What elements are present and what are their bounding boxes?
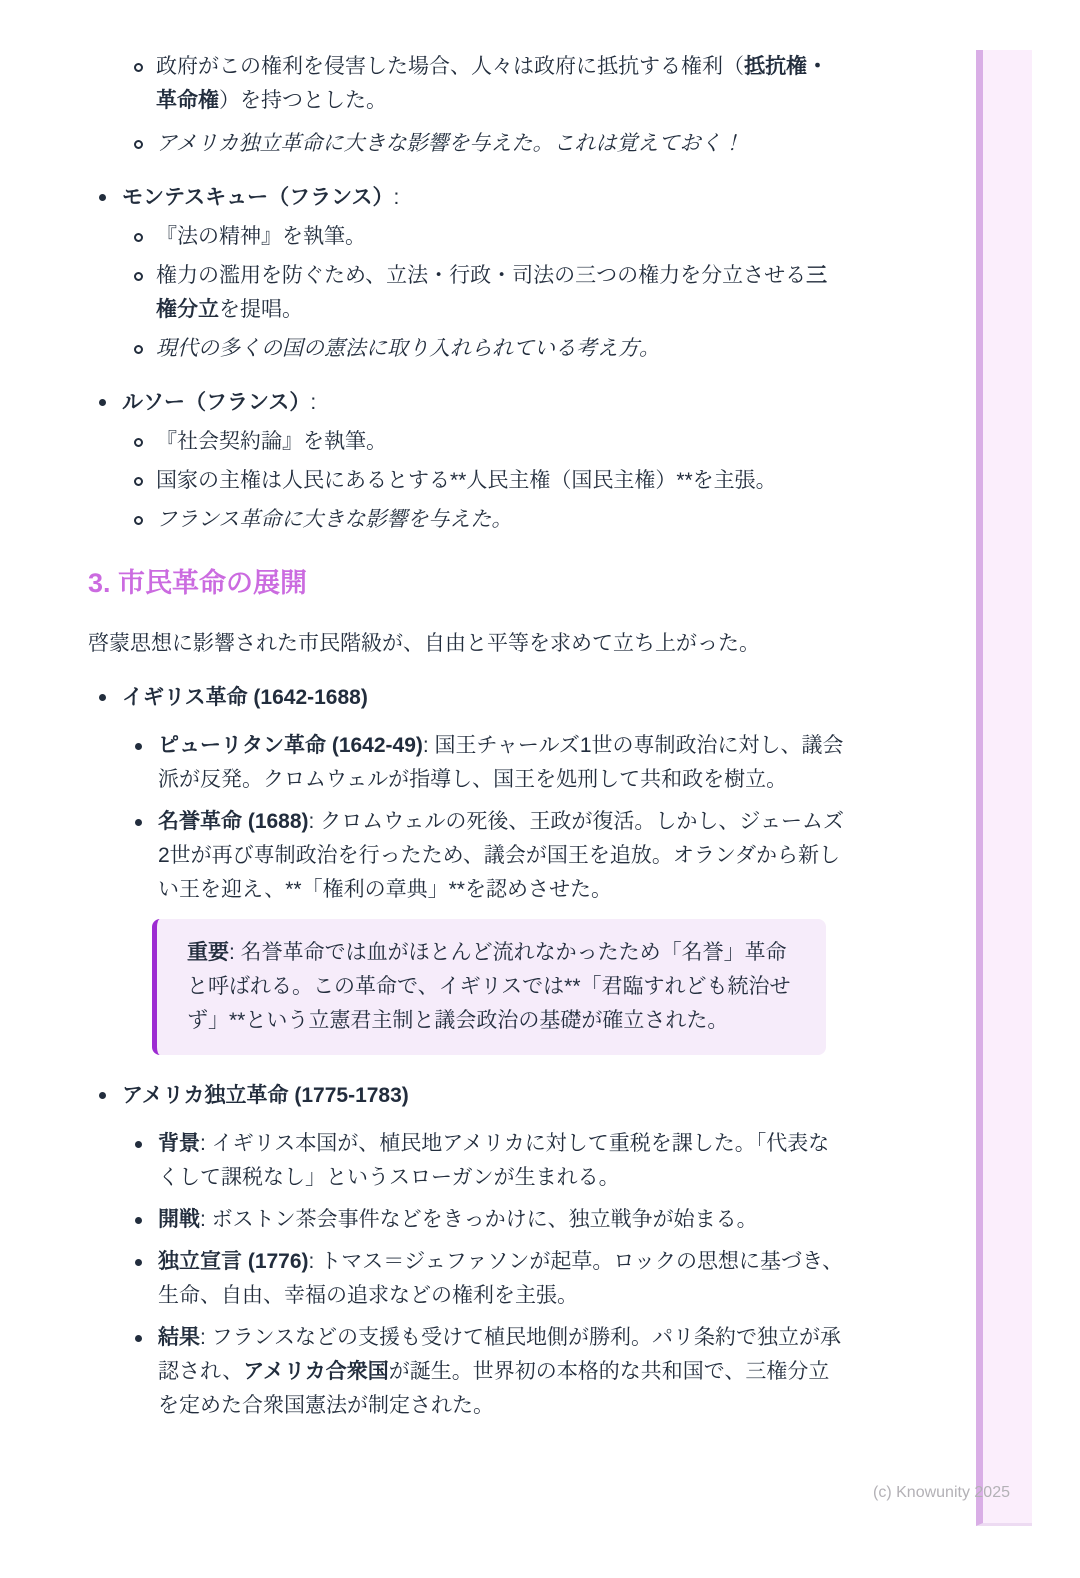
callout-text: : 名誉革命では血がほとんど流れなかったため「名誉」革命と呼ばれる。この革命で、イギリスでは**「君臨すれども統治せず」**という立憲君主制と議会政治の基礎が確立された。 [187, 941, 791, 1032]
dot-bullet-icon [99, 194, 106, 201]
montesquieu-name: モンテスキュー（フランス） [122, 186, 394, 209]
outbreak-bold: 開戦 [158, 1208, 200, 1231]
rousseau-sovereignty: 国家の主権は人民にあるとする**人民主権（国民主権）**を主張。 [156, 469, 777, 492]
circle-bullet-icon [134, 63, 143, 72]
circle-bullet-icon [134, 516, 143, 525]
list-item [122, 259, 845, 327]
dot-bullet-icon [135, 1141, 142, 1148]
list-item-montesquieu [88, 181, 845, 366]
dot-bullet-icon [99, 694, 106, 701]
list-item [122, 464, 845, 498]
dot-bullet-icon [135, 819, 142, 826]
dot-bullet-icon [99, 399, 106, 406]
background-bold: 背景 [158, 1132, 200, 1155]
list-item [122, 503, 845, 537]
circle-bullet-icon [134, 345, 143, 354]
result-pre: : フランスなどの支援も受けて植民地側が勝利。パリ条約で独立が承認され、 [158, 1326, 842, 1383]
england-sublist [122, 729, 845, 907]
list-item [122, 1245, 845, 1313]
section-heading: 3. 市民革命の展開 [88, 568, 308, 598]
rousseau-colon: : [310, 391, 317, 414]
circle-bullet-icon [134, 438, 143, 447]
thinkers-list [88, 181, 845, 537]
declaration-text: : トマス＝ジェファソンが起草。ロックの思想に基づき、生命、自由、幸福の追求などの権利を主張。 [158, 1250, 844, 1307]
separation-post: を提唱。 [219, 298, 303, 321]
list-item [122, 1321, 845, 1423]
list-item [122, 1127, 845, 1195]
puritan-bold: ピューリタン革命 (1642-49) [158, 734, 423, 757]
dot-bullet-icon [135, 1217, 142, 1224]
list-item [122, 425, 845, 459]
glorious-bold: 名誉革命 (1688) [158, 810, 309, 833]
circle-bullet-icon [134, 233, 143, 242]
resist-right-text-post: ）を持つとした。 [219, 89, 387, 112]
circle-bullet-icon [134, 140, 143, 149]
list-item [122, 1203, 845, 1237]
list-item [122, 729, 845, 797]
circle-bullet-icon [134, 477, 143, 486]
result-bold: 結果 [158, 1326, 200, 1349]
rousseau-name: ルソー（フランス） [122, 391, 311, 414]
america-title: アメリカ独立革命 (1775-1783) [122, 1084, 409, 1107]
puritan-text: : 国王チャールズ1世の専制政治に対し、議会派が反発。クロムウェルが指導し、国王を処刑して共和政を樹立。 [158, 734, 844, 791]
glorious-text: : クロムウェルの死後、王政が復活。しかし、ジェームズ2世が再び専制政治を行ったため、議会が国王を追放。オランダから新しい王を迎え、**「権利の章典」**を認めさせた。 [158, 810, 844, 901]
dot-bullet-icon [135, 743, 142, 750]
separation-bold: 三権分立 [156, 264, 828, 321]
locke-influence-note: アメリカ独立革命に大きな影響を与えた。これは覚えておく！ [156, 132, 743, 155]
declaration-bold: 独立宣言 (1776) [158, 1250, 309, 1273]
list-item-england [88, 681, 845, 1055]
callout-label: 重要 [187, 941, 229, 964]
list-item-rousseau [88, 386, 845, 537]
list-item [88, 127, 845, 161]
resist-right-bold: 抵抗権・革命権 [156, 55, 828, 112]
rousseau-work: 『社会契約論』を執筆。 [156, 430, 387, 453]
separation-pre: 権力の濫用を防ぐため、立法・行政・司法の三つの権力を分立させる [156, 264, 807, 287]
list-item [122, 332, 845, 366]
america-sublist [122, 1127, 845, 1423]
result-bold2: アメリカ合衆国 [243, 1360, 389, 1383]
montesquieu-colon: : [393, 186, 400, 209]
section-lead: 啓蒙思想に影響された市民階級が、自由と平等を求めて立ち上がった。 [88, 632, 760, 655]
copyright-watermark: (c) Knowunity 2025 [873, 1484, 1010, 1501]
list-item-america [88, 1079, 845, 1423]
result-post: が誕生。世界初の本格的な共和国で、三権分立を定めた合衆国憲法が制定された。 [158, 1360, 830, 1417]
locke-sublist [88, 50, 845, 161]
rousseau-sublist [122, 425, 845, 537]
circle-bullet-icon [134, 272, 143, 281]
page-edge-decoration [976, 50, 1032, 1526]
rousseau-note: フランス革命に大きな影響を与えた。 [156, 508, 513, 531]
england-title: イギリス革命 (1642-1688) [122, 686, 368, 709]
dot-bullet-icon [99, 1092, 106, 1099]
montesquieu-work: 『法の精神』を執筆。 [156, 225, 366, 248]
resist-right-text-pre: 政府がこの権利を侵害した場合、人々は政府に抵抗する権利（ [156, 55, 744, 78]
background-text: : イギリス本国が、植民地アメリカに対して重税を課した。「代表なくして課税なし」というスローガンが生まれる。 [158, 1132, 830, 1189]
dot-bullet-icon [135, 1259, 142, 1266]
montesquieu-sublist [122, 220, 845, 366]
outbreak-text: : ボストン茶会事件などをきっかけに、独立戦争が始まる。 [200, 1208, 758, 1231]
document-page [0, 50, 1080, 1578]
montesquieu-note: 現代の多くの国の憲法に取り入れられている考え方。 [156, 337, 660, 360]
list-item [122, 805, 845, 907]
list-item [88, 50, 845, 118]
dot-bullet-icon [135, 1335, 142, 1342]
revolutions-list [88, 681, 845, 1423]
notes-content [88, 50, 845, 1423]
list-item [122, 220, 845, 254]
important-callout [152, 919, 826, 1055]
